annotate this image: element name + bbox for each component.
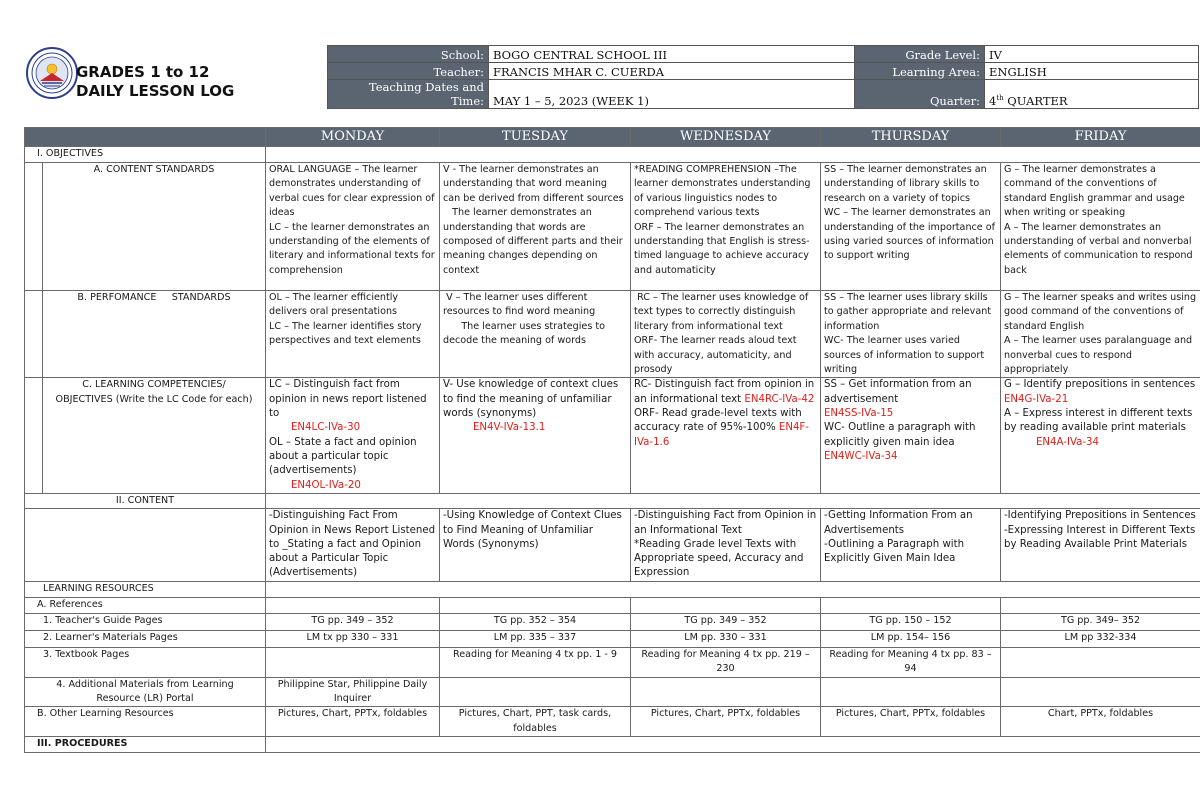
content-standards-label: A. CONTENT STANDARDS — [43, 163, 266, 291]
teacher-label: Teacher: — [328, 63, 489, 80]
objectives-heading: I. OBJECTIVES — [25, 147, 266, 163]
competencies-friday-code-2: EN4A-IVa-34 — [1036, 436, 1100, 448]
row-gutter — [25, 163, 43, 291]
lm-pages-monday: LM tx pp 330 – 331 — [266, 630, 440, 647]
content-heading-row — [25, 493, 1200, 508]
teacher-value: FRANCIS MHAR C. CUERDA — [489, 63, 855, 80]
content-standards-tuesday-2: The learner demonstrates an understanding that words are composed of different parts and their meaning changes depending on context — [443, 207, 626, 276]
competencies-tuesday-code-1: EN4V-IVa-13.1 — [473, 422, 546, 434]
content-label-empty — [25, 509, 266, 581]
textbook-pages-friday — [1001, 647, 1200, 677]
performance-standards-tuesday — [440, 291, 631, 378]
content-friday-1: -Identifying Prepositions in Sentences — [1004, 510, 1196, 522]
textbook-pages-label: 3. Textbook Pages — [25, 647, 266, 677]
additional-materials-thursday — [821, 677, 1001, 707]
teaching-dates-label-line-1: Teaching Dates and — [368, 80, 484, 94]
competencies-monday-code-2: EN4OL-IVa-20 — [291, 479, 361, 491]
lm-pages-row — [25, 630, 1200, 647]
other-resources-monday: Pictures, Chart, PPTx, foldables — [266, 707, 440, 737]
deped-seal-icon — [26, 47, 78, 99]
performance-standards-thursday-1: SS – The learner uses library skills to gather appropriate and relevant information — [824, 292, 992, 332]
quarter-value — [985, 80, 1199, 109]
content-friday — [1001, 509, 1200, 581]
competencies-wednesday-code-2: EN4F-IVa-1.6 — [634, 422, 809, 448]
grade-level-label: Grade Level: — [855, 46, 985, 63]
performance-standards-tuesday-2: The learner uses strategies to decode the meaning of words — [443, 320, 609, 347]
tg-pages-tuesday: TG pp. 352 – 354 — [440, 613, 631, 630]
additional-materials-tuesday — [440, 677, 631, 707]
performance-standards-row — [25, 291, 1200, 378]
objectives-row — [25, 147, 1200, 163]
content-heading-empty — [266, 493, 1200, 508]
other-resources-row — [25, 707, 1200, 737]
content-thursday — [821, 509, 1001, 581]
performance-standards-wednesday-2: ORF- The learner reads aloud text with accuracy, automaticity, and prosody — [634, 335, 797, 376]
competencies-tuesday-1: V- Use knowledge of context clues to find the meaning of unfamiliar words (synonyms) — [443, 379, 619, 420]
content-standards-thursday — [821, 163, 1001, 291]
content-standards-thursday-1: SS – The learner demonstrates an understanding of library skills to research on a variety of topics — [824, 164, 987, 204]
content-standards-friday-2: A – The learner demonstrates an understanding of verbal and nonverbal elements of communication to respond back — [1004, 221, 1193, 276]
additional-materials-friday — [1001, 677, 1200, 707]
content-standards-monday — [266, 163, 440, 291]
tg-pages-wednesday: TG pp. 349 – 352 — [631, 613, 821, 630]
competencies-monday-code-1: EN4LC-IVa-30 — [291, 422, 361, 434]
references-row — [25, 597, 1200, 613]
content-wednesday-2: *Reading Grade level Texts with Appropriate speed, Accuracy and Expression — [634, 538, 804, 579]
procedures-row — [25, 737, 1200, 753]
content-standards-friday — [1001, 163, 1200, 291]
other-resources-tuesday: Pictures, Chart, PPT, task cards, foldables — [440, 707, 631, 737]
competencies-wednesday-1 — [634, 378, 817, 407]
daily-lesson-log-table — [24, 127, 1200, 753]
other-resources-label: B. Other Learning Resources — [25, 707, 266, 737]
content-friday-2: -Expressing Interest in Different Texts by Reading Available Print Materials — [1004, 524, 1196, 550]
content-standards-monday-1: ORAL LANGUAGE – The learner demonstrates understanding of verbal cues for clear expression of ideas — [269, 164, 435, 219]
competencies-thursday-code-2: EN4WC-IVa-34 — [824, 450, 898, 462]
additional-materials-monday: Philippine Star, Philippine Daily Inquirer — [266, 677, 440, 707]
additional-materials-label — [25, 677, 266, 707]
competencies-thursday-2: WC- Outline a paragraph with explicitly given main idea — [824, 422, 976, 448]
content-row — [25, 509, 1200, 581]
competencies-friday-2: A – Express interest in different texts by reading available print materials — [1004, 408, 1193, 434]
competencies-friday — [1001, 378, 1200, 493]
lm-pages-friday: LM pp 332-334 — [1001, 630, 1200, 647]
performance-standards-tuesday-1: V – The learner uses different resources to find word meaning — [443, 292, 596, 318]
performance-standards-thursday — [821, 291, 1001, 378]
school-label: School: — [328, 46, 489, 63]
content-thursday-2: -Outlining a Paragraph with Explicitly Given Main Idea — [824, 538, 965, 565]
quarter-label: Quarter: — [855, 80, 985, 109]
textbook-pages-monday — [266, 647, 440, 677]
lm-pages-label: 2. Learner's Materials Pages — [25, 630, 266, 647]
quarter-number: 4 — [989, 94, 997, 108]
performance-standards-friday — [1001, 291, 1200, 378]
competencies-label-1: C. LEARNING COMPETENCIES/ — [82, 379, 226, 391]
competencies-friday-1: G – Identify prepositions in sentences — [1004, 379, 1196, 391]
teaching-dates-value: MAY 1 – 5, 2023 (WEEK 1) — [489, 80, 855, 109]
performance-standards-wednesday — [631, 291, 821, 378]
learning-area-value: ENGLISH — [985, 63, 1199, 80]
content-standards-tuesday-1: V - The learner demonstrates an understanding that word meaning can be derived from different sources — [443, 164, 624, 204]
content-standards-row — [25, 163, 1200, 291]
title-line-2: DAILY LESSON LOG — [76, 82, 235, 100]
competencies-wednesday-code-1: EN4RC-IVa-42 — [744, 393, 815, 405]
content-wednesday-1: -Distinguishing Fact from Opinion in an Informational Text — [634, 510, 817, 536]
day-monday: MONDAY — [266, 128, 440, 147]
content-standards-wednesday-2: ORF – The learner demonstrates an understanding that English is stress-timed language to achieve accuracy and automaticity — [634, 221, 810, 276]
textbook-pages-wednesday: Reading for Meaning 4 tx pp. 219 – 230 — [631, 647, 821, 677]
competencies-monday-2: OL – State a fact and opinion about a particular topic (advertisements) — [269, 436, 417, 477]
tg-pages-friday: TG pp. 349– 352 — [1001, 613, 1200, 630]
day-friday: FRIDAY — [1001, 128, 1200, 147]
content-standards-friday-1: G – The learner demonstrates a command of the conventions of standard English grammar and usage when writing or speaking — [1004, 164, 1185, 219]
competencies-thursday-code-1: EN4SS-IVa-15 — [824, 408, 894, 420]
performance-standards-wednesday-1: RC – The learner uses knowledge of text types to correctly distinguish literary from informational text — [634, 292, 812, 332]
competencies-wednesday-text-2: ORF- Read grade-level texts with accuracy rate of 95%-100% — [634, 408, 802, 434]
additional-materials-label-2: Resource (LR) Portal — [96, 692, 194, 704]
competencies-wednesday-2 — [634, 407, 817, 450]
performance-standards-monday — [266, 291, 440, 378]
content-monday: -Distinguishing Fact From Opinion in News Report Listened to _Stating a fact and Opinion about a Particular Topic (Advertisements) — [266, 509, 440, 581]
tg-pages-thursday: TG pp. 150 – 152 — [821, 613, 1001, 630]
competencies-wednesday-text-1: RC- Distinguish fact from opinion in an informational text — [634, 379, 815, 405]
quarter-word: QUARTER — [1003, 94, 1068, 108]
learning-resources-heading: LEARNING RESOURCES — [25, 581, 266, 597]
competencies-tuesday — [440, 378, 631, 493]
tg-pages-monday: TG pp. 349 – 352 — [266, 613, 440, 630]
competencies-label — [43, 378, 266, 493]
competencies-wednesday — [631, 378, 821, 493]
learning-resources-row — [25, 581, 1200, 597]
competencies-label-2: OBJECTIVES (Write the LC Code for each) — [55, 393, 253, 405]
lm-pages-thursday: LM pp. 154– 156 — [821, 630, 1001, 647]
tg-pages-row — [25, 613, 1200, 630]
objectives-empty — [266, 147, 1200, 163]
teaching-dates-label — [328, 80, 489, 109]
other-resources-thursday: Pictures, Chart, PPTx, foldables — [821, 707, 1001, 737]
content-standards-thursday-2: WC – The learner demonstrates an understanding of the importance of using varied sources of information to support writing — [824, 207, 995, 262]
performance-standards-monday-1: OL – The learner efficiently delivers oral presentations — [269, 292, 399, 318]
row-gutter — [25, 378, 43, 493]
performance-standards-thursday-2: WC- The learner uses varied sources of information to support writing — [824, 335, 985, 376]
day-tuesday: TUESDAY — [440, 128, 631, 147]
lm-pages-tuesday: LM pp. 335 – 337 — [440, 630, 631, 647]
additional-materials-label-1: 4. Additional Materials from Learning — [56, 678, 234, 690]
procedures-heading: III. PROCEDURES — [25, 737, 266, 753]
row-gutter — [25, 291, 43, 378]
day-header-row — [25, 128, 1200, 147]
textbook-pages-tuesday: Reading for Meaning 4 tx pp. 1 - 9 — [440, 647, 631, 677]
document-title — [76, 63, 234, 101]
competencies-thursday — [821, 378, 1001, 493]
school-value: BOGO CENTRAL SCHOOL III — [489, 46, 855, 63]
other-resources-friday: Chart, PPTx, foldables — [1001, 707, 1200, 737]
content-heading: II. CONTENT — [25, 493, 266, 508]
day-header-blank — [25, 128, 266, 147]
tg-pages-label: 1. Teacher's Guide Pages — [25, 613, 266, 630]
additional-materials-row — [25, 677, 1200, 707]
title-line-1: GRADES 1 to 12 — [76, 63, 210, 81]
performance-standards-friday-2: A – The learner uses paralanguage and nonverbal cues to respond appropriately — [1004, 335, 1193, 376]
learning-resources-empty — [266, 581, 1200, 597]
content-standards-tuesday — [440, 163, 631, 291]
day-wednesday: WEDNESDAY — [631, 128, 821, 147]
content-standards-wednesday-1: *READING COMPREHENSION –The learner demonstrates understanding of various linguistics nodes to comprehend various texts — [634, 164, 811, 219]
lm-pages-wednesday: LM pp. 330 – 331 — [631, 630, 821, 647]
competencies-monday — [266, 378, 440, 493]
content-standards-monday-2: LC – the learner demonstrates an understanding of the elements of literary and informational texts for comprehension — [269, 221, 435, 276]
references-friday — [1001, 597, 1200, 613]
references-wednesday — [631, 597, 821, 613]
content-thursday-1: -Getting Information From an Advertisements — [824, 510, 973, 536]
references-thursday — [821, 597, 1001, 613]
performance-standards-label: B. PERFOMANCE STANDARDS — [43, 291, 266, 378]
competencies-friday-code-1: EN4G-IVa-21 — [1004, 393, 1069, 405]
grade-level-value: IV — [985, 46, 1199, 63]
references-heading: A. References — [25, 597, 266, 613]
other-resources-wednesday: Pictures, Chart, PPTx, foldables — [631, 707, 821, 737]
content-wednesday — [631, 509, 821, 581]
textbook-pages-thursday: Reading for Meaning 4 tx pp. 83 – 94 — [821, 647, 1001, 677]
content-tuesday: -Using Knowledge of Context Clues to Find Meaning of Unfamiliar Words (Synonyms) — [440, 509, 631, 581]
content-standards-wednesday — [631, 163, 821, 291]
procedures-empty — [266, 737, 1200, 753]
competencies-thursday-1: SS – Get information from an advertisement — [824, 379, 972, 405]
textbook-pages-row — [25, 647, 1200, 677]
references-monday — [266, 597, 440, 613]
quarter-ordinal: th — [996, 94, 1004, 103]
performance-standards-monday-2: LC – The learner identifies story perspectives and text elements — [269, 320, 422, 347]
teaching-dates-label-line-2: Time: — [451, 94, 484, 108]
competencies-row — [25, 378, 1200, 493]
lesson-info-table — [327, 45, 1199, 109]
day-thursday: THURSDAY — [821, 128, 1001, 147]
competencies-monday-1: LC – Distinguish fact from opinion in news report listened to — [269, 379, 427, 420]
additional-materials-wednesday — [631, 677, 821, 707]
references-tuesday — [440, 597, 631, 613]
learning-area-label: Learning Area: — [855, 63, 985, 80]
performance-standards-friday-1: G – The learner speaks and writes using good command of the conventions of standard English — [1004, 292, 1197, 332]
